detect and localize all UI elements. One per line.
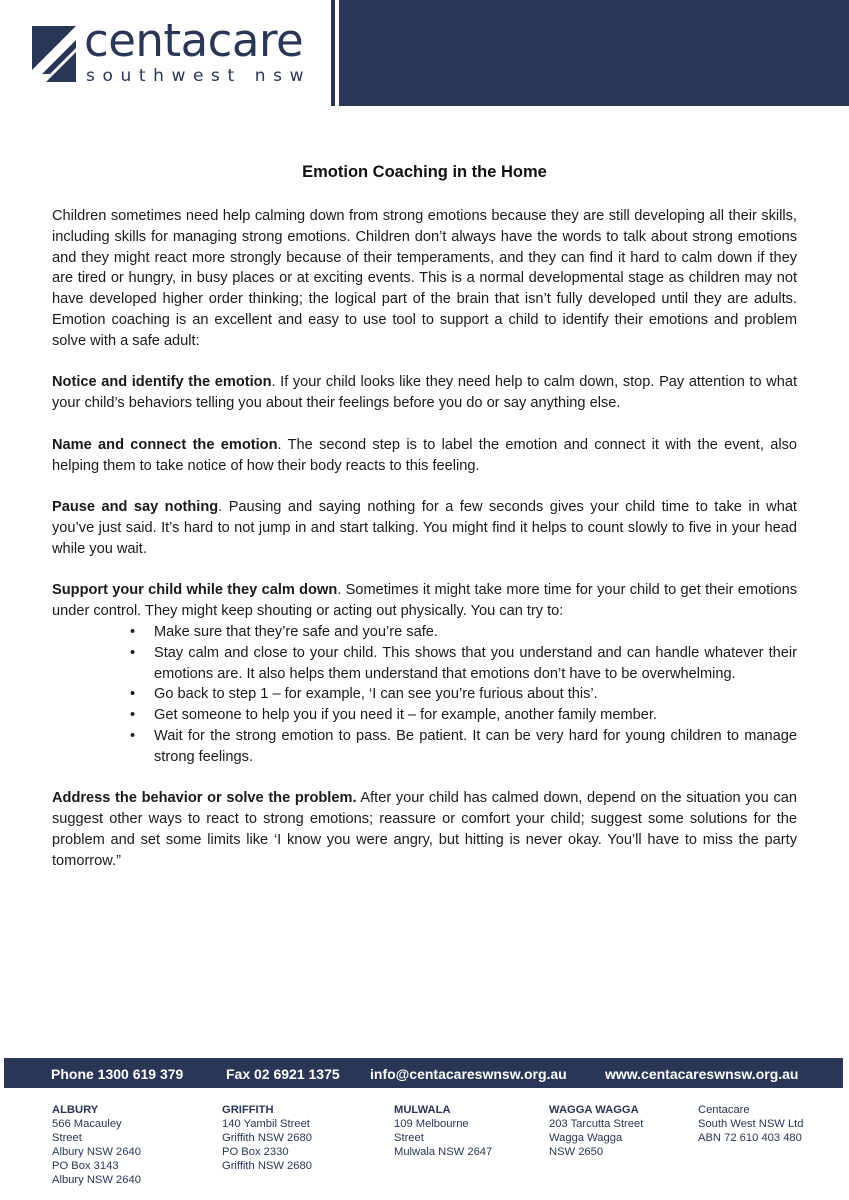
final-text: After your child has calmed down, depend on the situation you can suggest other ways to react to strong emotions; reassure or comfort your child; suggest some solutions for the problem and set some limits like ‘I know you were angry, but hitting is never okay. You’ll have to miss the party tomorrow.” (52, 790, 797, 869)
bullet-icon: • (130, 707, 136, 724)
list-item-text: Get someone to help you if you need it – for example, another family member. (154, 707, 657, 724)
office-line: Wagga Wagga (549, 1132, 623, 1144)
company-line: Centacare (698, 1104, 750, 1116)
list-item-text: Stay calm and close to your child. This shows that you understand and can handle whatever their emotions are. It also helps them understand that emotions don’t have to be overwhelming. (154, 644, 797, 682)
bullet-icon: • (130, 644, 136, 661)
footer-phone: Phone 1300 619 379 (51, 1066, 184, 1082)
footer-contact-bar (4, 1058, 843, 1088)
office-mulwala (394, 1103, 492, 1159)
list-item (128, 622, 797, 643)
step-pause-text: . Pausing and saying nothing for a few seconds gives your child time to take in what you’ve just said. It’s hard to not jump in and start talking. You might find it helps to count slowly to five in your head while you wait. (52, 499, 797, 557)
step-support-paragraph (52, 580, 797, 622)
list-item-text: Go back to step 1 – for example, ‘I can see you’re furious about this’. (154, 686, 598, 703)
office-name: MULWALA (394, 1104, 451, 1116)
company-details (698, 1103, 804, 1145)
office-line: NSW 2650 (549, 1146, 604, 1158)
office-name: GRIFFITH (222, 1104, 274, 1116)
bullet-icon: • (130, 727, 136, 744)
logo-wordmark: centacare (84, 14, 304, 67)
office-line: PO Box 3143 (52, 1160, 119, 1172)
final-heading: Address the behavior or solve the problem. (52, 790, 357, 807)
footer-fax: Fax 02 6921 1375 (226, 1066, 340, 1082)
step-name-heading: Name and connect the emotion (52, 436, 278, 453)
footer-website-link[interactable]: www.centacareswnsw.org.au (605, 1066, 799, 1082)
office-line: 203 Tarcutta Street (549, 1118, 644, 1130)
office-line: 566 Macauley (52, 1118, 122, 1130)
office-griffith (222, 1103, 312, 1173)
company-line: South West NSW Ltd (698, 1118, 804, 1130)
header-band (339, 0, 849, 106)
office-wagga-wagga (549, 1103, 643, 1159)
step-notice-heading: Notice and identify the emotion (52, 374, 272, 391)
office-name: ALBURY (52, 1104, 99, 1116)
company-line: ABN 72 610 403 480 (698, 1132, 802, 1144)
document-title: Emotion Coaching in the Home (302, 163, 547, 181)
office-line: Griffith NSW 2680 (222, 1160, 312, 1172)
office-albury (52, 1103, 141, 1187)
logo-subtitle: southwest nsw (86, 66, 312, 86)
office-line: Street (52, 1132, 82, 1144)
office-name: WAGGA WAGGA (549, 1104, 639, 1116)
step-support-text: . Sometimes it might take more time for your child to get their emotions under control. They might keep shouting or acting out physically. You can try to: (52, 582, 798, 620)
step-name-text: . The second step is to label the emotion and connect it with the event, also helping them to take notice of how their body reacts to this feeling. (52, 436, 797, 474)
final-paragraph (52, 788, 797, 871)
bullet-icon: • (130, 686, 136, 703)
office-line: 109 Melbourne (394, 1118, 469, 1130)
step-pause-heading: Pause and say nothing (52, 499, 219, 516)
footer-email-link[interactable]: info@centacareswnsw.org.au (370, 1066, 567, 1082)
centacare-logo (32, 14, 332, 90)
list-item (128, 643, 797, 685)
office-line: PO Box 2330 (222, 1146, 289, 1158)
support-bullet-list (128, 622, 797, 768)
office-line: Albury NSW 2640 (52, 1174, 141, 1186)
office-line: Street (394, 1132, 424, 1144)
list-item (128, 684, 797, 705)
step-notice-paragraph (52, 372, 797, 414)
office-line: Griffith NSW 2680 (222, 1132, 312, 1144)
office-line: Mulwala NSW 2647 (394, 1146, 493, 1158)
centacare-logo-mark-icon (32, 26, 76, 82)
office-line: 140 Yambil Street (222, 1118, 310, 1130)
office-line: Albury NSW 2640 (52, 1146, 141, 1158)
list-item (128, 726, 797, 768)
list-item (128, 705, 797, 726)
document-body (52, 206, 797, 892)
step-notice-text: . If your child looks like they need help to calm down, stop. Pay attention to what your child’s behaviors telling you about their feelings before you do or say anything else. (52, 374, 798, 412)
step-pause-paragraph (52, 497, 797, 559)
office-addresses (52, 1103, 822, 1193)
bullet-icon: • (130, 623, 136, 640)
step-name-paragraph (52, 435, 797, 477)
step-support-heading: Support your child while they calm down (52, 582, 338, 599)
list-item-text: Wait for the strong emotion to pass. Be patient. It can be very hard for young children to manage strong feelings. (154, 727, 797, 765)
list-item-text: Make sure that they’re safe and you’re safe. (154, 623, 438, 640)
intro-paragraph: Children sometimes need help calming down from strong emotions because they are still developing all their skills, including skills for managing strong emotions. Children don’t always have the words to talk about strong emotions and they might react more strongly because of their temperaments, and they can find it hard to calm down if they are tired or hungry, in busy places or at exciting events. This is a normal developmental stage as children may not have developed higher order thinking; the logical part of the brain that isn’t fully developed until they are adults. Emotion coaching is an excellent and easy to use tool to support a child to identify their emotions and problem solve with a safe adult: (52, 208, 797, 349)
